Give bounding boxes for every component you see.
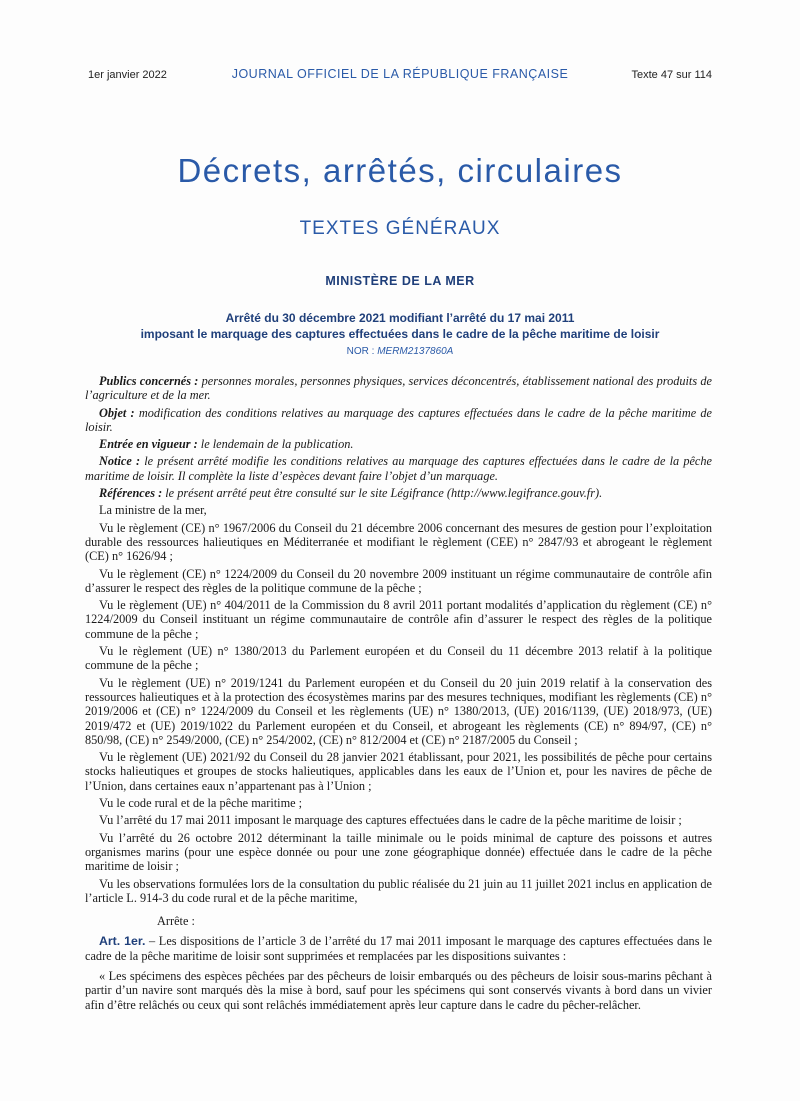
decree-title <box>80 310 720 342</box>
journal-title: JOURNAL OFFICIEL DE LA RÉPUBLIQUE FRANÇAISE <box>231 67 569 81</box>
summary-label: Entrée en vigueur : <box>99 437 198 452</box>
summary-text: personnes morales, personnes physiques, services déconcentrés, établissement national des produits de l’agriculture et de la mer. <box>85 374 712 403</box>
article-text: – Les dispositions de l’article 3 de l’arrêté du 17 mai 2011 imposant le marquage des captures effectuées dans le cadre de la pêche maritime de loisir sont supprimées et remplacées par les dispositions suivantes : <box>85 934 713 963</box>
visas-block <box>85 503 712 928</box>
page-number: Texte 47 sur 114 <box>631 69 712 81</box>
visa-paragraph: Vu le règlement (UE) n° 404/2011 de la Commission du 8 avril 2011 portant modalités d’application du règlement (CE) n° 1224/2009 du Conseil instituant un régime communautaire de contrôle afin d’assurer le respect des règles de la politique commune de la pêche ; <box>85 598 712 641</box>
summary-text: le lendemain de la publication. <box>197 437 354 452</box>
ministry-name: MINISTÈRE DE LA MER <box>325 274 475 288</box>
summary-text: modification des conditions relatives au marquage des captures effectuées dans le cadre de la pêche maritime de loisir. <box>85 405 712 434</box>
decree-body <box>85 374 712 1018</box>
header-date: 1er janvier 2022 <box>88 69 167 81</box>
summary-text: le présent arrêté modifie les conditions relatives au marquage des captures effectuées dans le cadre de la pêche maritime de loisir. Il complète la liste d’espèces devant faire l’objet d’un marquage. <box>85 454 712 483</box>
summary-label: Publics concernés : <box>99 374 199 388</box>
decree-title-line: imposant le marquage des captures effectuées dans le cadre de la pêche maritime de loisir <box>140 327 660 341</box>
visa-paragraph: Vu le règlement (UE) 2021/92 du Conseil du 28 janvier 2021 établissant, pour 2021, les possibilités de pêche pour certains stocks halieutiques et groupes de stocks halieutiques, applicables dans les eaux de l’Union et, pour les navires de pêche de l’Union, dans certaines eaux n’appartenant pas à l’Union ; <box>85 750 712 793</box>
nor-label: NOR : <box>346 346 378 357</box>
visa-paragraph: Vu le règlement (UE) n° 1380/2013 du Parlement européen et du Conseil du 11 décembre 2013 relatif à la politique commune de la pêche ; <box>85 644 712 673</box>
page-header <box>88 67 712 87</box>
visa-paragraph: Vu les observations formulées lors de la consultation du public réalisée du 21 juin au 11 juillet 2021 inclus en application de l’article L. 914-3 du code rural et de la pêche maritime, <box>85 876 712 905</box>
arrete-heading: Arrête : <box>157 914 195 929</box>
summary-item <box>85 374 712 403</box>
visa-paragraph: La ministre de la mer, <box>99 503 207 518</box>
visa-paragraph: Vu le règlement (CE) n° 1967/2006 du Conseil du 21 décembre 2006 concernant des mesures de gestion pour l’exploitation durable des ressources halieutiques en Méditerranée et modifiant le règlement (CEE) n° 2847/93 et abrogeant le règlement (CE) n° 1626/94 ; <box>85 520 712 564</box>
summary-label: Objet : <box>99 405 135 420</box>
article-label: Art. 1er. <box>99 934 146 949</box>
summary-item <box>85 406 712 435</box>
summary-item <box>85 454 712 483</box>
summary-text: le présent arrêté peut être consulté sur le site Légifrance (http://www.legifrance.gouv.fr). <box>162 486 603 501</box>
summary-item <box>85 437 712 451</box>
article-quote: « Les spécimens des espèces pêchées par des pêcheurs de loisir embarqués ou des pêcheurs de loisir sous-marins pêchant à partir d’un navire sont marqués dès la mise à bord, sauf pour les spécimens qui sont conservés vivants à bord dans un vivier afin d’être relâchés ou ceux qui sont relâchés immédiatement après leur capture dans le cadre du pêcher-relâcher. <box>85 968 712 1012</box>
summary-block <box>85 374 712 500</box>
subsection-title: TEXTES GÉNÉRAUX <box>299 218 501 239</box>
article-1 <box>85 934 712 1011</box>
nor-value: MERM2137860A <box>377 346 454 357</box>
visa-paragraph: Vu le code rural et de la pêche maritime ; <box>99 796 303 811</box>
decree-title-line: Arrêté du 30 décembre 2021 modifiant l’arrêté du 17 mai 2011 <box>225 311 575 325</box>
summary-label: Références : <box>99 486 163 501</box>
nor-reference <box>0 346 800 357</box>
visa-paragraph: Vu l’arrêté du 17 mai 2011 imposant le marquage des captures effectuées dans le cadre de la pêche maritime de loisir ; <box>99 813 682 828</box>
visa-paragraph: Vu l’arrêté du 26 octobre 2012 déterminant la taille minimale ou le poids minimal de capture des poissons et autres organismes marins (pour une espèce donnée ou pour une zone géographique donnée) effectuée dans le cadre de la pêche maritime de loisir ; <box>85 830 712 874</box>
article-paragraph <box>85 934 712 963</box>
summary-item <box>85 486 712 500</box>
section-title: Décrets, arrêtés, circulaires <box>177 152 623 189</box>
visa-paragraph: Vu le règlement (UE) n° 2019/1241 du Parlement européen et du Conseil du 20 juin 2019 relatif à la conservation des ressources halieutiques et à la protection des écosystèmes marins par des mesures techniques, modifiant les règlements (CE) n° 2019/2006 et (CE) n° 1224/2009 du Conseil et les règlements (UE) n° 1380/2013, (UE) 2016/1139, (UE) 2018/973, (UE) 2019/472 et (UE) 2019/1022 du Parlement européen et du Conseil, et abrogeant les règlements (CE) n° 894/97, (CE) n° 850/98, (CE) n° 2549/2000, (CE) n° 254/2002, (CE) n° 812/2004 et (CE) n° 2187/2005 du Conseil ; <box>85 675 712 747</box>
summary-label: Notice : <box>99 454 141 469</box>
visa-paragraph: Vu le règlement (CE) n° 1224/2009 du Conseil du 20 novembre 2009 instituant un régime communautaire de contrôle afin d’assurer le respect des règles de la politique commune de la pêche ; <box>85 566 712 595</box>
